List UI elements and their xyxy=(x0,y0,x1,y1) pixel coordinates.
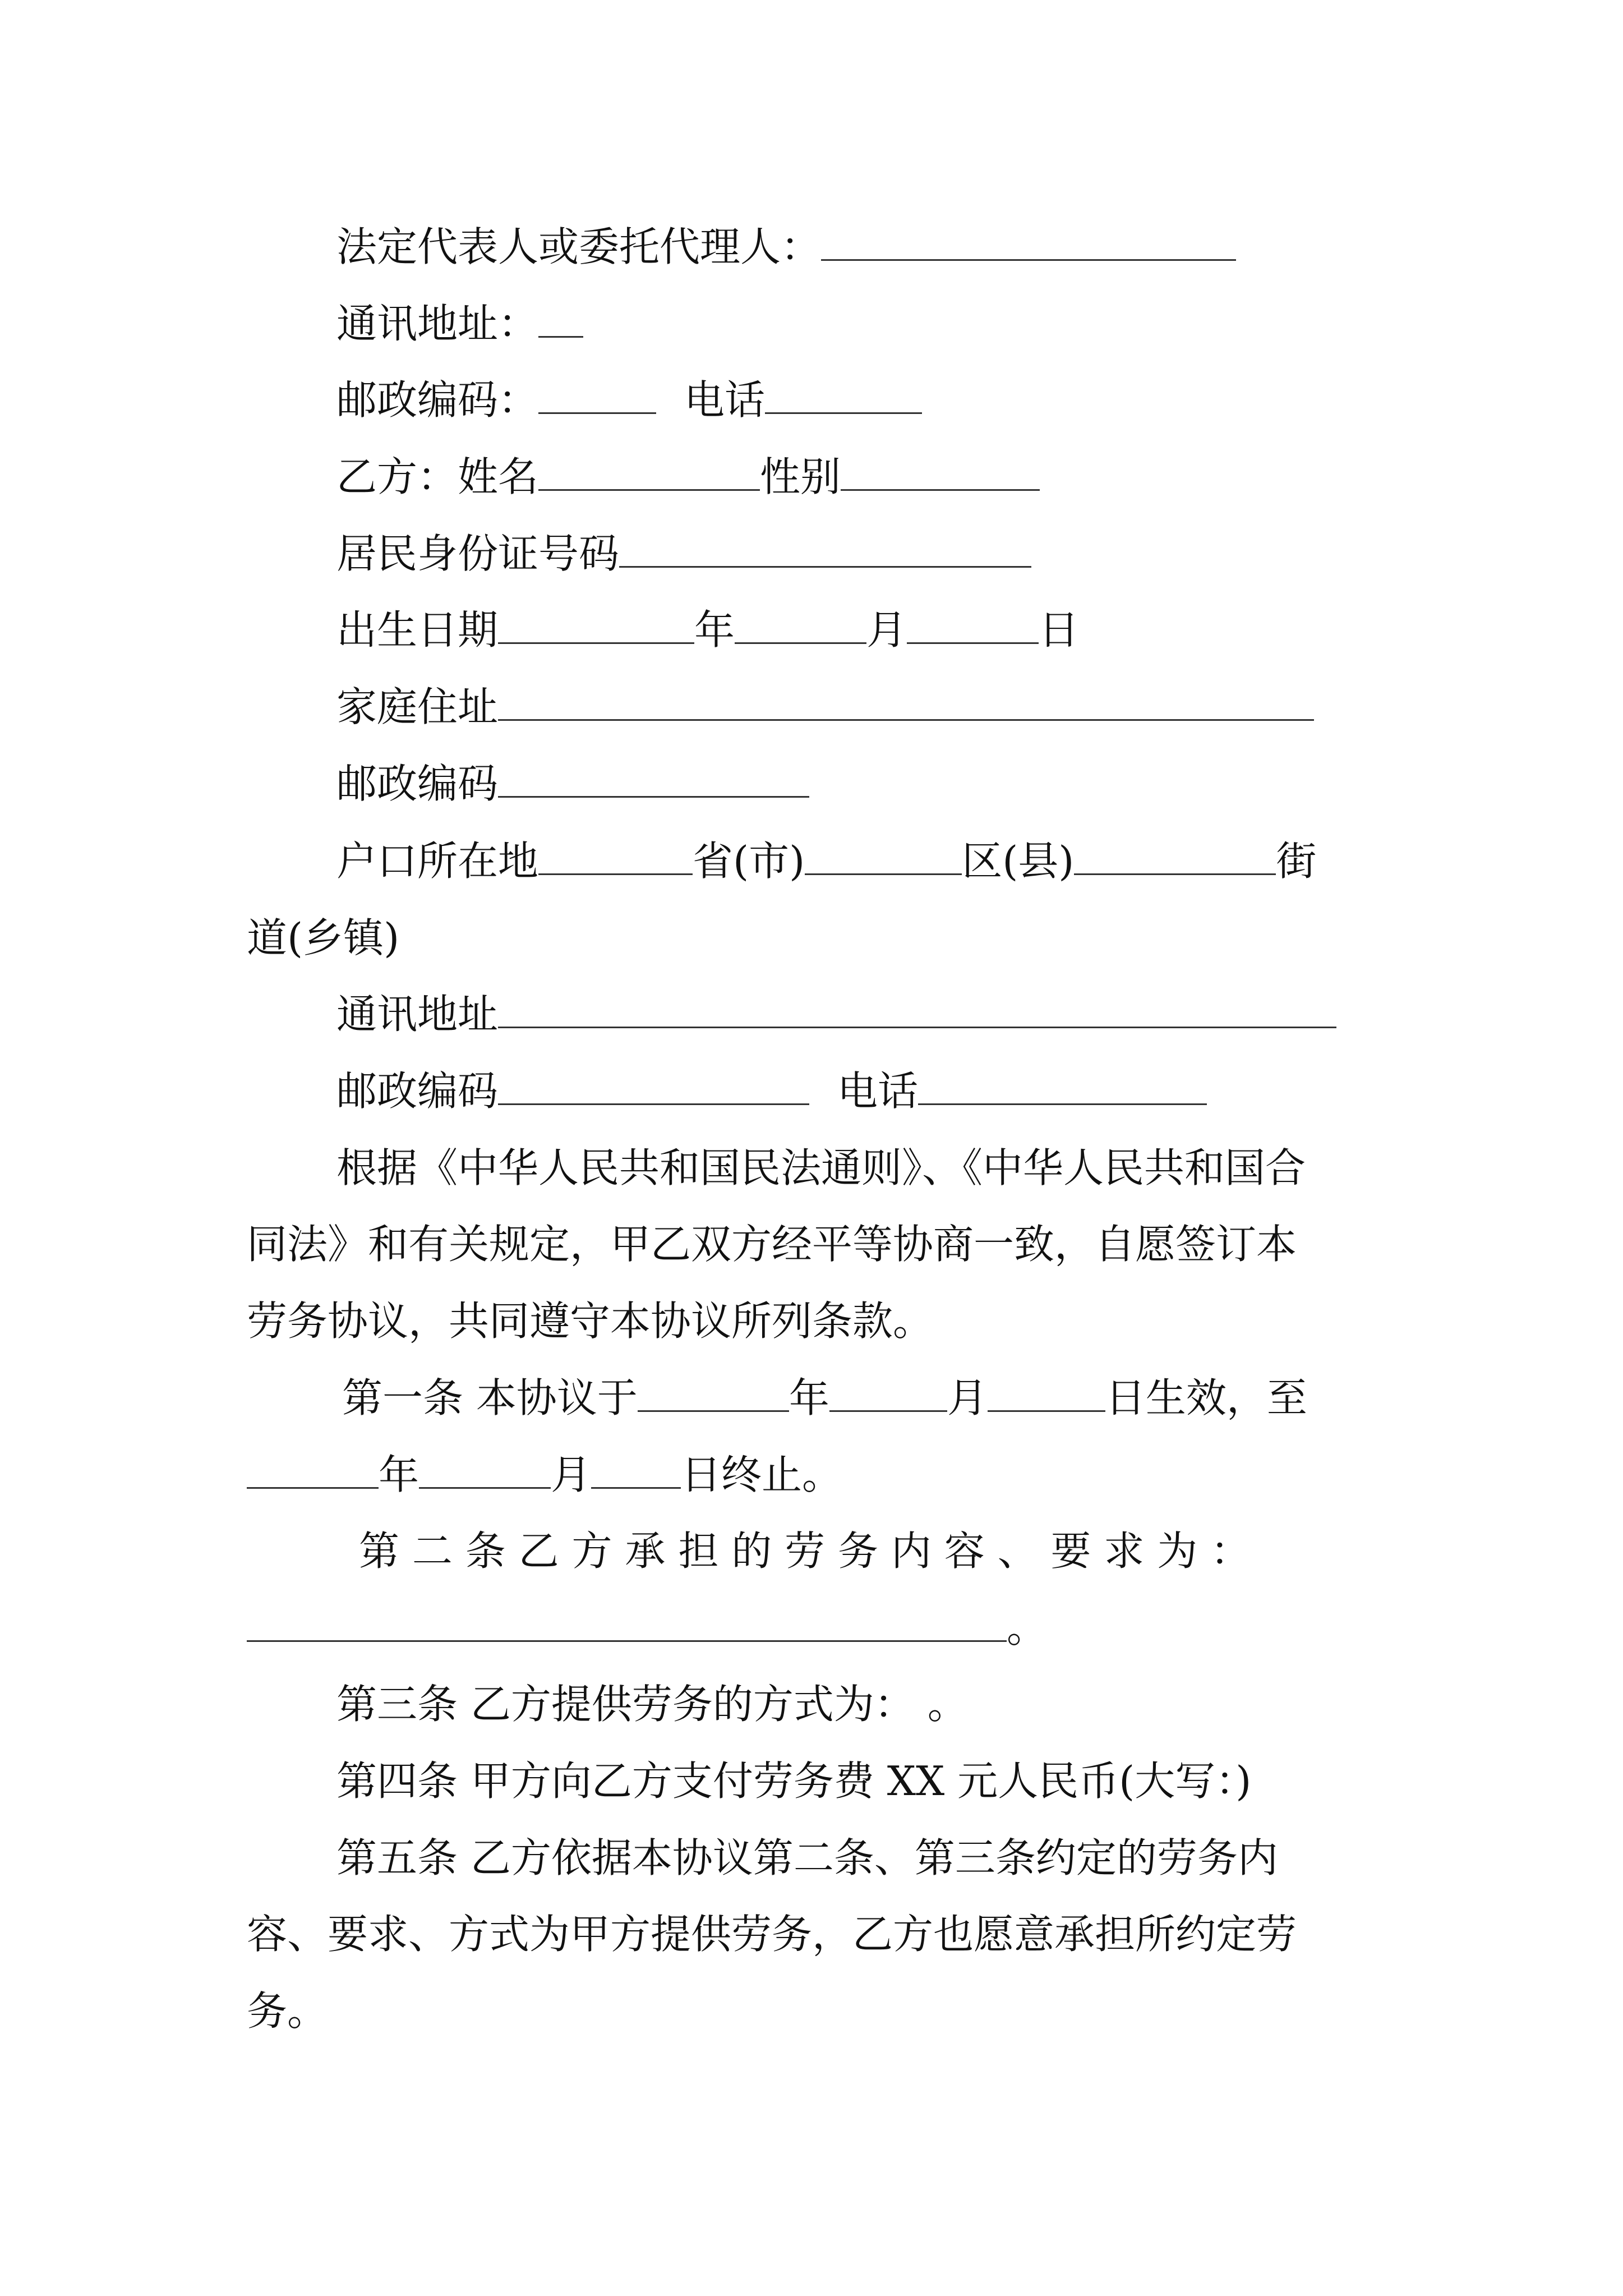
article-5-line-2 xyxy=(247,1903,1297,1965)
article-1-start-day-blank[interactable] xyxy=(988,1375,1105,1412)
birth-date-label: 出生日期 xyxy=(336,606,499,654)
party-a-phone-label: 电话 xyxy=(684,376,766,424)
article-1-end-month-label: 月 xyxy=(551,1451,592,1498)
preamble-line-3 xyxy=(247,1290,933,1352)
article-2-line-2 xyxy=(247,1597,1047,1659)
party-a-address-label: 通讯地址： xyxy=(336,300,539,347)
street-blank[interactable] xyxy=(1074,839,1276,875)
home-postal-line xyxy=(336,753,809,815)
article-2-line-1 xyxy=(359,1520,1251,1582)
id-number-blank[interactable] xyxy=(619,531,1031,568)
party-b-phone-label: 电话 xyxy=(837,1068,919,1115)
article-3-line xyxy=(336,1673,968,1735)
article-1-start-month-label: 月 xyxy=(947,1374,988,1421)
party-b-postal-phone-line xyxy=(336,1060,1207,1122)
preamble-text-3: 劳务协议，共同遵守本协议所列条款。 xyxy=(247,1297,934,1345)
party-b-name-blank[interactable] xyxy=(538,454,760,491)
article-1-start-year-blank[interactable] xyxy=(638,1375,789,1412)
party-a-address-blank[interactable] xyxy=(538,301,583,338)
home-postal-blank[interactable] xyxy=(498,761,809,798)
id-number-line xyxy=(336,523,1031,585)
article-2-text: 第 二 条 乙 方 承 担 的 劳 务 内 容 、 要 求 为 ： xyxy=(359,1527,1251,1575)
article-3-text: 第三条 乙方提供劳务的方式为： 。 xyxy=(336,1681,968,1728)
party-a-postal-phone-line xyxy=(336,369,922,431)
birth-day-label: 日 xyxy=(1039,606,1080,654)
party-b-gender-label: 性别 xyxy=(760,453,841,500)
household-registration-label: 户口所在地 xyxy=(336,838,539,885)
home-postal-label: 邮政编码 xyxy=(336,760,499,807)
party-b-gender-blank[interactable] xyxy=(841,454,1040,491)
id-number-label: 居民身份证号码 xyxy=(336,530,620,577)
birth-date-line xyxy=(336,599,1079,661)
article-5-text-1: 第五条 乙方依据本协议第二条、第三条约定的劳务内 xyxy=(336,1834,1278,1881)
preamble-text-1: 根据《中华人民共和国民法通则》、《中华人民共和国合 xyxy=(336,1144,1306,1191)
party-b-address-blank[interactable] xyxy=(498,992,1336,1028)
party-a-address-line xyxy=(336,293,583,355)
home-address-blank[interactable] xyxy=(498,684,1314,721)
article-5-text-3: 务。 xyxy=(247,1987,328,2035)
province-label: 省(市) xyxy=(693,838,805,885)
party-a-postal-label: 邮政编码： xyxy=(336,376,539,424)
household-registration-line-cont xyxy=(247,907,399,969)
preamble-text-2: 同法》和有关规定，甲乙双方经平等协商一致，自愿签订本 xyxy=(247,1221,1297,1268)
birth-day-blank[interactable] xyxy=(907,608,1039,644)
street-label-part2: 道(乡镇) xyxy=(247,914,400,961)
article-1-end-day-label: 日终止。 xyxy=(681,1451,843,1498)
article-1-end-year-label: 年 xyxy=(379,1451,419,1498)
party-b-postal-label: 邮政编码 xyxy=(336,1068,499,1115)
party-b-name-label: 乙方：姓名 xyxy=(336,453,539,500)
article-5-line-1 xyxy=(336,1827,1278,1889)
party-b-address-line xyxy=(336,983,1336,1045)
article-1-line-1 xyxy=(342,1367,1307,1429)
party-b-postal-blank[interactable] xyxy=(498,1069,809,1105)
preamble-line-1 xyxy=(336,1137,1306,1199)
party-b-address-label: 通讯地址 xyxy=(336,991,499,1038)
article-5-text-2: 容、要求、方式为甲方提供劳务，乙方也愿意承担所约定劳 xyxy=(247,1911,1297,1958)
article-1-text-start: 第一条 本协议于 xyxy=(342,1374,638,1421)
party-b-name-gender-line xyxy=(336,446,1040,508)
article-5-line-3 xyxy=(247,1980,328,2042)
article-1-line-2 xyxy=(247,1444,842,1506)
birth-month-blank[interactable] xyxy=(735,608,866,644)
birth-month-label: 月 xyxy=(866,606,907,654)
birth-year-label: 年 xyxy=(694,606,735,654)
party-b-phone-blank[interactable] xyxy=(918,1069,1207,1105)
district-blank[interactable] xyxy=(805,839,962,875)
party-a-postal-blank[interactable] xyxy=(538,378,656,414)
home-address-label: 家庭住址 xyxy=(336,683,499,730)
article-2-content-blank[interactable] xyxy=(247,1605,1007,1642)
household-registration-line xyxy=(336,830,1316,892)
article-1-end-year-blank[interactable] xyxy=(247,1452,379,1489)
home-address-line xyxy=(336,676,1314,738)
street-label-part1: 街 xyxy=(1276,838,1317,885)
article-4-line xyxy=(336,1750,1251,1812)
article-1-end-day-blank[interactable] xyxy=(591,1452,681,1489)
birth-year-blank[interactable] xyxy=(498,608,694,644)
preamble-line-2 xyxy=(247,1213,1297,1275)
legal-representative-blank[interactable] xyxy=(821,224,1236,261)
article-2-period: 。 xyxy=(1007,1604,1048,1651)
province-blank[interactable] xyxy=(538,839,693,875)
legal-representative-line xyxy=(336,216,1236,278)
article-1-start-day-label: 日生效，至 xyxy=(1105,1374,1307,1421)
legal-representative-label: 法定代表人或委托代理人： xyxy=(336,223,822,270)
article-4-text: 第四条 甲方向乙方支付劳务费 XX 元人民币(大写：) xyxy=(336,1757,1252,1805)
article-1-start-month-blank[interactable] xyxy=(829,1375,947,1412)
article-1-start-year-label: 年 xyxy=(789,1374,829,1421)
article-1-end-month-blank[interactable] xyxy=(419,1452,551,1489)
district-label: 区(县) xyxy=(962,838,1075,885)
party-a-phone-blank[interactable] xyxy=(765,378,922,414)
